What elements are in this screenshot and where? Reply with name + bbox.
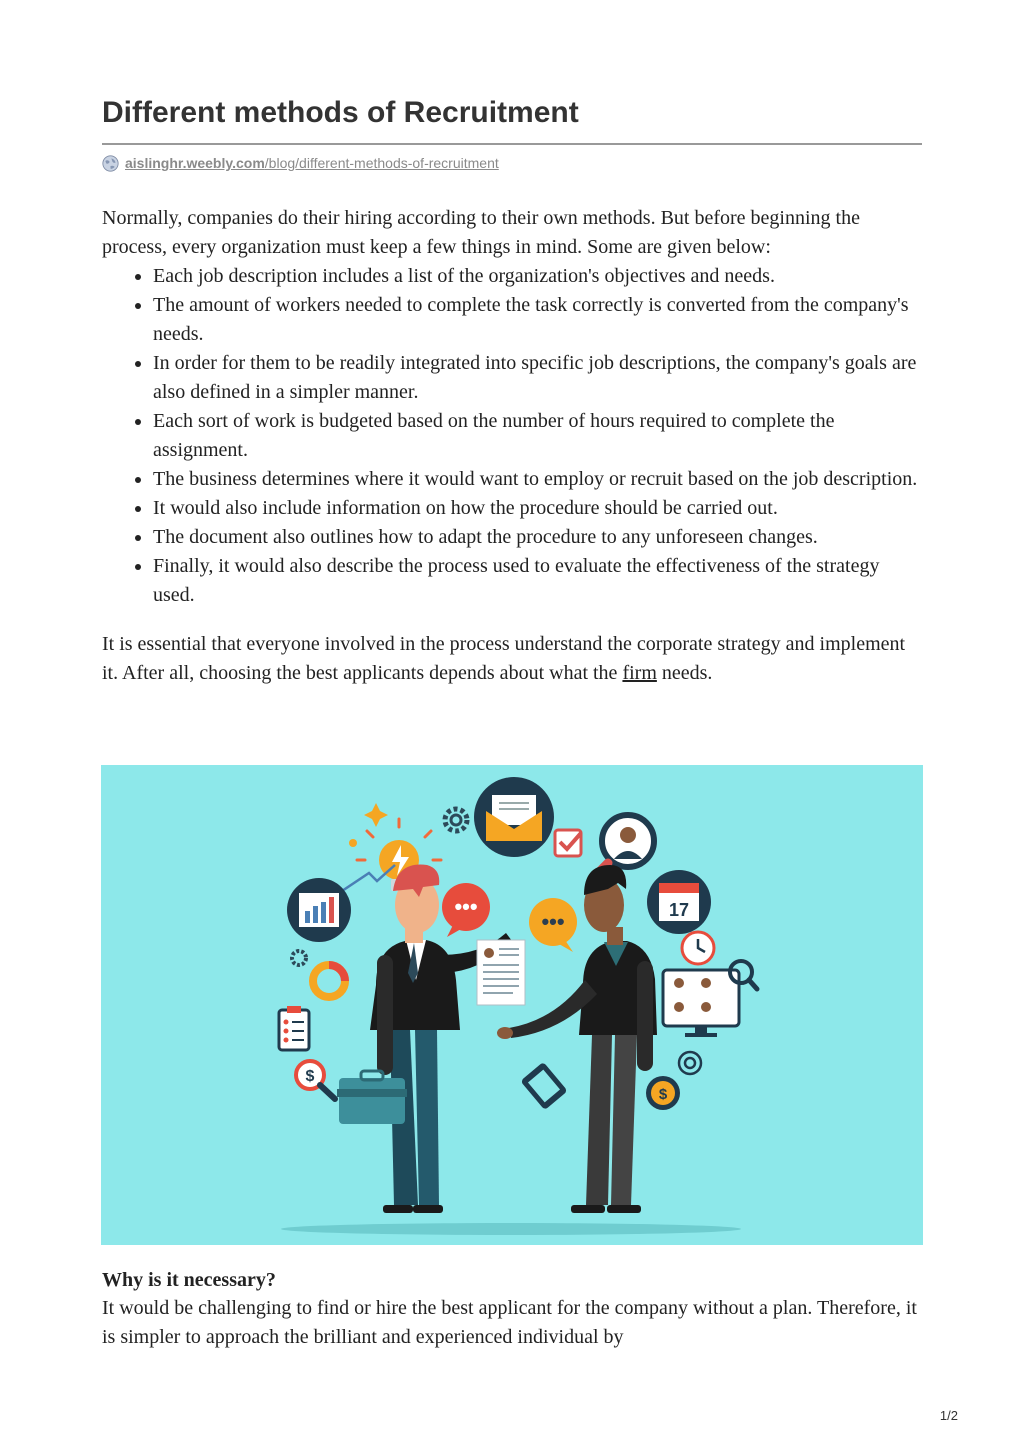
candidate-figure (497, 865, 657, 1213)
source-path: /blog/different-methods-of-recruitment (264, 155, 499, 171)
svg-text:$: $ (305, 1068, 315, 1085)
clock-icon (682, 932, 714, 964)
source-line (102, 153, 499, 173)
strategy-paragraph (102, 630, 924, 688)
bar-chart-icon (287, 878, 351, 942)
list-item: • Each sort of work is budgeted based on the number of hours required to complete the assignment. (153, 407, 924, 465)
list-item: • In order for them to be readily integrated into specific job descriptions, the company's goals are also defined in a simpler manner. (153, 349, 924, 407)
svg-text:$: $ (658, 1086, 668, 1103)
clipboard-icon (279, 1006, 309, 1050)
list-item: • Each job description includes a list of the organization's objectives and needs. (153, 262, 924, 291)
intro-paragraph: Normally, companies do their hiring according to their own methods. But before beginning the process, every organization must keep a few things in mind. Some are given below: (102, 207, 860, 258)
list-item: • Finally, it would also describe the process used to evaluate the effectiveness of the strategy used. (153, 552, 924, 610)
source-domain: aislinghr.weebly.com (125, 155, 265, 171)
donut-chart-icon (313, 965, 345, 997)
strategy-text: It is essential that everyone involved in the process understand the corporate strategy and implement it. After all, choosing the best applicants depends about what the (102, 633, 906, 684)
chat-bubble-icon (529, 898, 577, 952)
list-item: • The document also outlines how to adapt the procedure to any unforeseen changes. (153, 523, 924, 552)
title-divider (102, 143, 922, 145)
target-icon (679, 1052, 701, 1074)
coin-icon (646, 1076, 680, 1110)
candidates-monitor-icon (663, 961, 757, 1037)
dollar-search-icon (296, 1061, 335, 1099)
envelope-icon (474, 777, 554, 857)
list-item: • It would also include information on how the procedure should be carried out. (153, 494, 924, 523)
requirements-list (102, 262, 924, 610)
gear-icon (445, 809, 467, 831)
resume-icon (477, 940, 525, 1005)
recruitment-illustration (101, 765, 923, 1245)
chat-dots-orange: ••• (541, 909, 565, 934)
illustration-art (101, 765, 923, 1245)
section-paragraph: It would be challenging to find or hire the best applicant for the company without a plan. Therefore, it is simpler to approach the brilliant and experienced individual by (102, 1297, 917, 1348)
source-link[interactable] (125, 155, 499, 171)
strategy-text-end: needs. (656, 662, 713, 684)
chat-dots-red: ••• (454, 894, 478, 919)
chat-bubble-icon (442, 883, 490, 937)
list-item: • The business determines where it would want to employ or recruit based on the job description. (153, 465, 924, 494)
firm-link[interactable]: firm (622, 662, 657, 684)
list-item: • The amount of workers needed to complete the task correctly is converted from the company's needs. (153, 291, 924, 349)
globe-icon (102, 155, 119, 172)
article-body (102, 204, 924, 688)
calendar-day: 17 (668, 900, 690, 920)
section-heading: Why is it necessary? (102, 1269, 276, 1291)
page-title: Different methods of Recruitment (102, 96, 579, 129)
calendar-icon (647, 870, 711, 934)
page-number: 1/2 (939, 1408, 958, 1423)
checkmark-icon (555, 830, 581, 856)
